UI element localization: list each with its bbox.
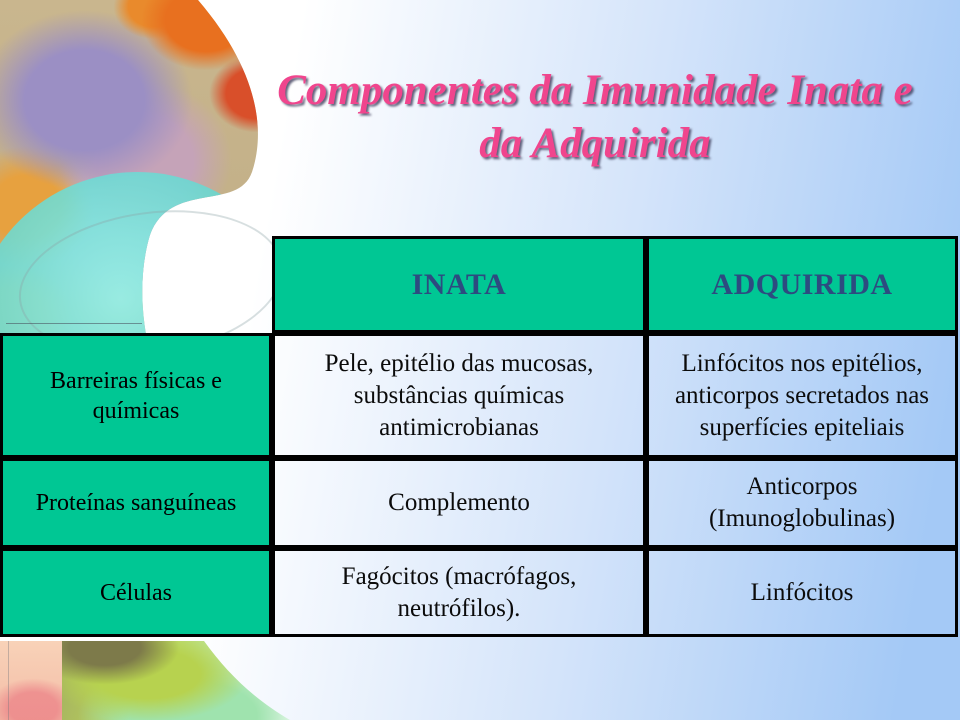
collage-edge-line [6,323,142,324]
cell-adquirida-proteinas: Anticorpos (Imunoglobulinas) [646,458,958,548]
watercolor-frame-line [8,641,9,720]
row-label-celulas: Células [0,548,272,637]
table-header-inata: INATA [272,236,646,333]
row-label-proteinas: Proteínas sanguíneas [0,458,272,548]
slide-title-line2: da Adquirida [479,120,711,168]
watercolor-green-blob [62,641,300,720]
cell-adquirida-celulas: Linfócitos [646,548,958,637]
cell-inata-celulas: Fagócitos (macrófagos, neutrófilos). [272,548,646,637]
row-label-barreiras: Barreiras físicas e químicas [0,333,272,458]
table-header-adquirida: ADQUIRIDA [646,236,958,333]
cell-adquirida-barreiras: Linfócitos nos epitélios, anticorpos secretados nas superfícies epiteliais [646,333,958,458]
cell-inata-proteinas: Complemento [272,458,646,548]
slide-title-line1: Componentes da Imunidade Inata e [277,67,913,114]
slide-title [230,64,960,171]
watercolor-image [0,641,300,720]
cell-inata-barreiras: Pele, epitélio das mucosas, substâncias químicas antimicrobianas [272,333,646,458]
